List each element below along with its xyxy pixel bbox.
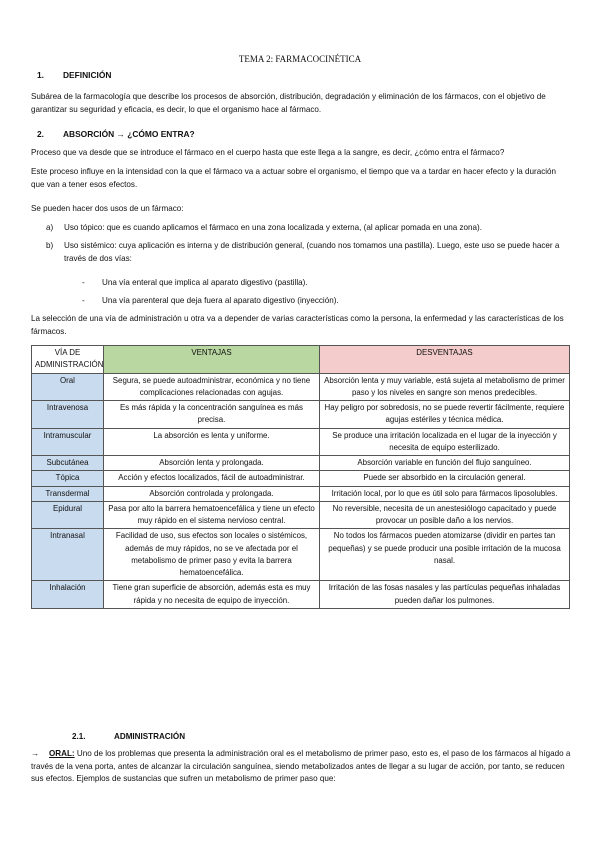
route-name: Intramuscular — [32, 428, 104, 456]
use-item-a-text: Uso tópico: que es cuando aplicamos el fármaco en una zona localizada y externa, (al aplicar pomada en una zona). — [64, 223, 482, 232]
route-advantages: Tiene gran superficie de absorción, además esta es muy rápida y no necesita de equipo de inyección. — [104, 581, 320, 609]
header-via: VÍA DE ADMINISTRACIÓN — [32, 346, 104, 374]
oral-label: ORAL: — [49, 749, 75, 758]
route-name: Oral — [32, 373, 104, 401]
route-item-parenteral — [82, 295, 562, 308]
route-item-enteral-dash: - — [82, 278, 85, 287]
use-item-b-label: b) — [46, 241, 54, 250]
route-name: Intranasal — [32, 529, 104, 581]
route-name: Transdermal — [32, 486, 104, 501]
table-row — [32, 471, 570, 486]
route-disadvantages: Absorción variable en función del flujo sanguíneo. — [320, 456, 570, 471]
table-row — [32, 401, 570, 429]
route-disadvantages: Se produce una irritación localizada en el lugar de la inyección y necesita de equipo esterilizado. — [320, 428, 570, 456]
oral-paragraph-text — [31, 748, 571, 786]
header-desventajas: DESVENTAJAS — [320, 346, 570, 374]
section-1-number: 1. — [37, 70, 44, 80]
section-2-title: ABSORCIÓN → ¿CÓMO ENTRA? — [63, 129, 195, 139]
oral-body: Uno de los problemas que presenta la administración oral es el metabolismo de primer paso, esto es, el paso de los fármacos al hígado a través de la vena porta, antes de alcanzar la circulación sanguínea, siendo metabolizados antes de llegar a su lugar de acción, por tanto, se reducen sus efectos. Ejemplos de sustancias que sufren un metabolismo de primer paso que: — [31, 749, 571, 784]
header-ventajas: VENTAJAS — [104, 346, 320, 374]
route-advantages: Pasa por alto la barrera hematoencefálica y tiene un efecto muy rápido en el sistema nervioso central. — [104, 501, 320, 529]
table-row — [32, 428, 570, 456]
section-1-paragraph: Subárea de la farmacología que describe los procesos de absorción, distribución, degradación y eliminación de los fármacos, con el objetivo de garantizar su seguridad y eficacia, es decir, lo que el organismo hace al fármaco. — [31, 92, 546, 114]
route-disadvantages: Absorción lenta y muy variable, está sujeta al metabolismo de primer paso y los niveles en sangre son menos predecibles. — [320, 373, 570, 401]
route-item-parenteral-text: Una vía parenteral que deja fuera al aparato digestivo (inyección). — [102, 296, 339, 305]
table-row — [32, 501, 570, 529]
route-disadvantages: Irritación local, por lo que es útil solo para fármacos liposolubles. — [320, 486, 570, 501]
route-disadvantages: Hay peligro por sobredosis, no se puede revertir fácilmente, requiere agujas estériles y técnica médica. — [320, 401, 570, 429]
route-advantages: Segura, se puede autoadministrar, económica y no tiene complicaciones relacionadas con agujas. — [104, 373, 320, 401]
section-2-number: 2. — [37, 129, 44, 139]
table-header-row — [32, 346, 570, 374]
use-item-b-text: Uso sistémico: cuya aplicación es interna y de distribución general, (cuando nos tomamos una pastilla). Luego, este uso se puede hacer a través de dos vías: — [64, 241, 560, 263]
subsection-2-1-title: ADMINISTRACIÓN — [114, 732, 186, 741]
document-title: TEMA 2: FARMACOCINÉTICA — [238, 54, 362, 64]
route-name: Subcutánea — [32, 456, 104, 471]
section-1-title: DEFINICIÓN — [63, 70, 112, 80]
route-name: Intravenosa — [32, 401, 104, 429]
section-1-heading — [37, 69, 111, 82]
subsection-2-1-number: 2.1. — [72, 732, 86, 741]
oral-paragraph — [31, 748, 571, 786]
route-advantages: Facilidad de uso, sus efectos son locales o sistémicos, además de muy rápidos, no se ve afectada por el metabolismo de primer paso y evita la barrera hematoencefálica. — [104, 529, 320, 581]
subsection-2-1-heading — [72, 731, 185, 744]
route-advantages: Absorción lenta y prolongada. — [104, 456, 320, 471]
route-advantages: Acción y efectos localizados, fácil de autoadministrar. — [104, 471, 320, 486]
table-row — [32, 456, 570, 471]
route-advantages: Absorción controlada y prolongada. — [104, 486, 320, 501]
route-disadvantages: No reversible, necesita de un anestesiólogo capacitado y puede provocar un posible daño a los nervios. — [320, 501, 570, 529]
route-advantages: Es más rápida y la concentración sanguínea es más precisa. — [104, 401, 320, 429]
route-item-enteral-text: Una vía enteral que implica al aparato digestivo (pastilla). — [102, 278, 308, 287]
table-row — [32, 486, 570, 501]
administration-routes-table — [31, 345, 570, 609]
table-row — [32, 373, 570, 401]
section-2-line-3: Se pueden hacer dos usos de un fármaco: — [31, 204, 184, 213]
section-2-heading — [37, 128, 195, 141]
route-advantages: La absorción es lenta y uniforme. — [104, 428, 320, 456]
route-item-enteral — [82, 277, 562, 290]
arrow-right-icon: → — [31, 749, 40, 758]
route-disadvantages: Irritación de las fosas nasales y las partículas pequeñas inhaladas pueden dañar los pulmones. — [320, 581, 570, 609]
use-item-a-label: a) — [46, 223, 54, 232]
route-name: Tópica — [32, 471, 104, 486]
route-name: Inhalación — [32, 581, 104, 609]
route-disadvantages: No todos los fármacos pueden atomizarse (dividir en partes tan pequeñas) y se puede producir una posible irritación de la mucosa nasal. — [320, 529, 570, 581]
route-item-parenteral-dash: - — [82, 296, 85, 305]
selection-paragraph: La selección de una vía de administración u otra va a depender de varias características como la persona, la enfermedad y las características de los fármacos. — [31, 314, 564, 336]
table-row — [32, 529, 570, 581]
section-2-line-1: Proceso que va desde que se introduce el fármaco en el cuerpo hasta que este llega a la sangre, es decir, ¿cómo entra el fármaco? — [31, 148, 505, 157]
use-item-b — [46, 240, 571, 265]
table-row — [32, 581, 570, 609]
use-item-a — [46, 222, 571, 235]
route-name: Epidural — [32, 501, 104, 529]
route-disadvantages: Puede ser absorbido en la circulación general. — [320, 471, 570, 486]
section-2-line-2: Este proceso influye en la intensidad con la que el fármaco va a actuar sobre el organismo, el tiempo que va a tardar en hacer efecto y la duración que van a tener esos efectos. — [31, 167, 557, 189]
